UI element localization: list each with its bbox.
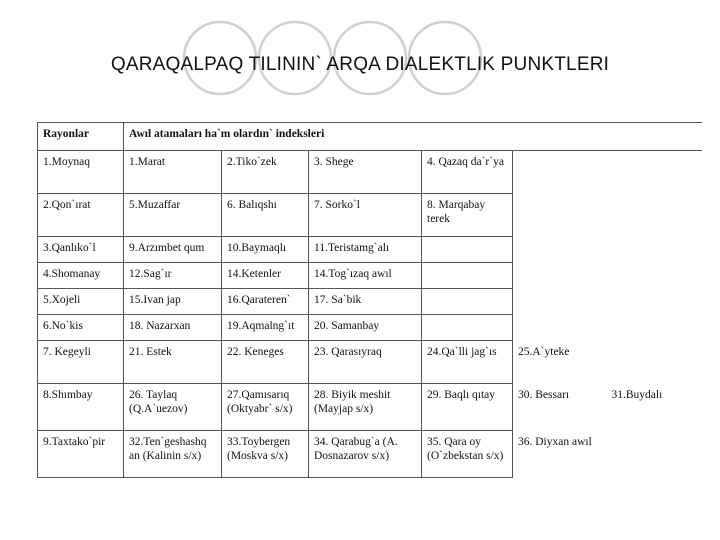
table-row [38,315,702,341]
table-row [38,431,702,478]
village-cell [607,315,702,341]
village-cell [513,263,607,289]
village-cell: 28. Biyik meshit (Mayjap s/x) [309,384,422,431]
table-row [38,194,702,237]
village-cell [513,194,607,237]
village-cell: 1.Marat [124,151,222,194]
village-cell [607,237,702,263]
page-title: QARAQALPAQ TILININ` ARQA DIALEKTLIK PUNKTLERI [110,54,610,75]
table-row [38,237,702,263]
table-row [38,151,702,194]
rayon-cell: 9.Taxtako`pir [38,431,124,478]
header-rayonlar: Rayonlar [38,123,124,151]
village-cell [422,263,513,289]
village-cell [607,289,702,315]
village-cell [607,341,702,384]
village-cell [513,151,607,194]
village-cell [422,315,513,341]
table-row [38,263,702,289]
village-cell [607,194,702,237]
village-cell: 5.Muzaffar [124,194,222,237]
village-cell: 25.A`yteke [518,345,570,358]
village-cell: 16.Qarateren` [222,289,309,315]
village-cell: 21. Estek [124,341,222,384]
village-cell: 31.Buydalı [611,388,663,401]
village-cell: 10.Baymaqlı [222,237,309,263]
village-cell: 23. Qarasıyraq [309,341,422,384]
village-cell: 2.Tiko`zek [222,151,309,194]
village-cell: 3. Shege [309,151,422,194]
village-cell [513,289,607,315]
village-cell: 27.Qamısarıq (Oktyabr` s/x) [222,384,309,431]
village-cell: 22. Keneges [222,341,309,384]
table-row [38,384,702,431]
village-cell: 19.Aqmalng`ıt [222,315,309,341]
village-cell: 14.Tog`ızaq awıl [309,263,422,289]
dialect-points-table [37,122,702,478]
village-cell: 26. Taylaq (Q.A`uezov) [124,384,222,431]
village-cell: 8. Marqabay terek [422,194,513,237]
village-cell: 7. Sorko`l [309,194,422,237]
village-cell: 18. Nazarxan [124,315,222,341]
rayon-cell: 4.Shomanay [38,263,124,289]
table-header-row [38,123,702,151]
village-cell [607,151,702,194]
rayon-cell: 1.Moynaq [38,151,124,194]
village-cell: 17. Sa`bik [309,289,422,315]
header-awil-atamalari: Awıl atamaları ha`m olardın` indeksleri [124,123,702,151]
table-row [38,289,702,315]
rayon-cell: 5.Xojeli [38,289,124,315]
village-cell: 33.Toybergen (Moskva s/x) [222,431,309,478]
village-cell: 30. Bessarı [518,388,570,401]
rayon-cell: 8.Shımbay [38,384,124,431]
village-cell: 34. Qarabug`a (A. Dosnazarov s/x) [309,431,422,478]
village-cell: 29. Baqlı qıtay [422,384,513,431]
village-cell: 20. Samanbay [309,315,422,341]
village-cell: 6. Balıqshı [222,194,309,237]
village-cell: 35. Qara oy (O`zbekstan s/x) [422,431,513,478]
village-cell: 4. Qazaq da`r`ya [422,151,513,194]
village-cell: 11.Teristamg`alı [309,237,422,263]
village-cell: 15.Ivan jap [124,289,222,315]
village-cell: 36. Diyxan awıl [518,435,592,448]
village-cell [607,263,702,289]
rayon-cell: 3.Qanlıko`l [38,237,124,263]
village-cell [513,315,607,341]
rayon-cell: 7. Kegeyli [38,341,124,384]
rayon-cell: 6.No`kis [38,315,124,341]
village-cell: 32.Ten`geshashq an (Kalinin s/x) [124,431,222,478]
village-cell: 9.Arzımbet qum [124,237,222,263]
village-cell: 14.Ketenler [222,263,309,289]
village-cell: 12.Sag`ır [124,263,222,289]
village-cell [607,431,702,478]
village-cell [513,237,607,263]
rayon-cell: 2.Qon`ırat [38,194,124,237]
table-row [38,341,702,384]
village-cell [422,237,513,263]
village-cell [422,289,513,315]
village-cell: 24.Qa`lli jag`ıs [422,341,513,384]
